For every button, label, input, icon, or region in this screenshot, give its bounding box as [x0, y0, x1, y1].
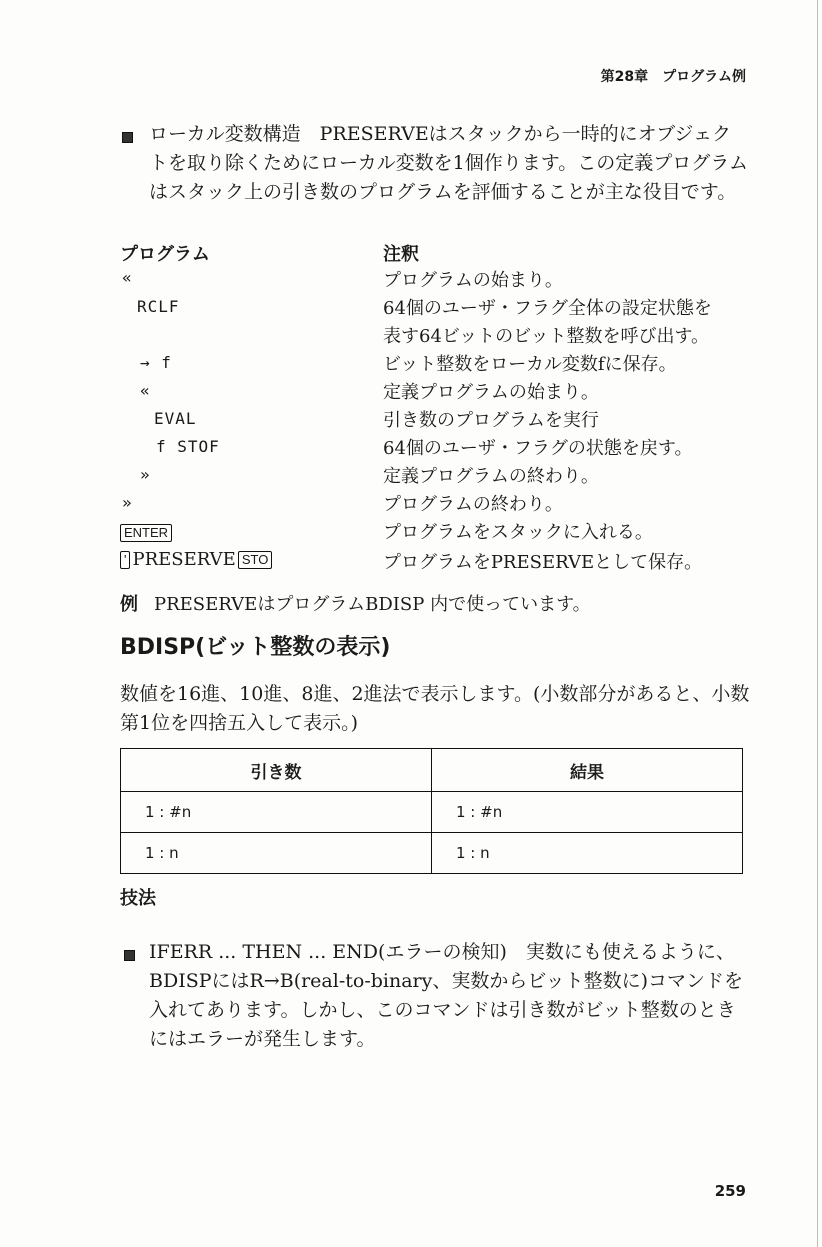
listing-note: 定義プログラムの終わり。: [383, 466, 599, 487]
listing-note: 定義プログラムの始まり。: [383, 382, 599, 403]
listing-code: »: [122, 493, 133, 512]
listing-code: »: [140, 465, 151, 484]
table-cell: 1 : n: [121, 833, 432, 874]
section-description: 数値を16進、10進、8進、2進法で表示します。(小数部分があると、小数第1位を四捨五入して表示。): [120, 683, 750, 734]
listing-code: «: [140, 381, 151, 400]
example-line: [120, 590, 591, 616]
quote-key: ': [120, 551, 130, 569]
table-header-results: 結果: [432, 749, 743, 792]
store-line: [118, 549, 274, 570]
store-note: プログラムをPRESERVEとして保存。: [383, 552, 703, 573]
example-text: PRESERVEはプログラムBDISP 内で使っています。: [154, 594, 591, 615]
table-header-row: [121, 749, 743, 792]
listing-code: EVAL: [154, 409, 197, 428]
running-header: 第28章 プログラム例: [600, 69, 746, 85]
listing-code: «: [122, 268, 133, 287]
listing-note: 引き数のプログラムを実行: [383, 410, 599, 431]
technique-heading: 技法: [120, 888, 156, 909]
enter-key: ENTER: [120, 524, 172, 542]
argument-result-table: [120, 748, 743, 874]
listing-code: f STOF: [156, 437, 220, 456]
enter-note: プログラムをスタックに入れる。: [383, 522, 653, 543]
listing-note: 表す64ビットのビット整数を呼び出す。: [383, 326, 710, 347]
listing-note: 64個のユーザ・フラグの状態を戻す。: [383, 438, 693, 459]
table-header-arguments: 引き数: [121, 749, 432, 792]
intro-paragraph: ローカル変数構造 PRESERVEはスタックから一時的にオブジェクトを取り除くためにローカル変数を1個作ります。この定義プログラムはスタック上の引き数のプログラムを評価することが主な役目です。: [149, 123, 749, 203]
listing-note: プログラムの始まり。: [383, 270, 563, 291]
table-cell: 1 : n: [432, 833, 743, 874]
technique-paragraph: IFERR ... THEN ... END(エラーの検知) 実数にも使えるように、BDISPにはR→B(real-to-binary、実数からビット整数に)コマンドを入れてあります。しかし、このコマンドは引き数がビット整数のときにはエラーが発生します。: [149, 941, 744, 1050]
section-title: BDISP(ビット整数の表示): [120, 635, 391, 660]
listing-code: RCLF: [137, 297, 180, 316]
preserve-name: PRESERVE: [132, 549, 236, 570]
notes-column-heading: 注釈: [383, 244, 419, 265]
program-column-heading: プログラム: [120, 244, 210, 265]
table-row: [121, 833, 743, 874]
table-cell: 1 : #n: [121, 792, 432, 833]
sto-key: STO: [238, 551, 273, 569]
page-number: 259: [714, 1182, 746, 1200]
table-cell: 1 : #n: [432, 792, 743, 833]
bullet-icon: [124, 950, 135, 961]
enter-line: [118, 522, 174, 542]
listing-note: ビット整数をローカル変数fに保存。: [383, 354, 677, 375]
bullet-icon: [122, 132, 133, 143]
page-edge: [817, 0, 818, 1247]
example-label: 例: [120, 594, 138, 615]
listing-note: 64個のユーザ・フラグ全体の設定状態を: [383, 298, 712, 319]
listing-note: プログラムの終わり。: [383, 494, 563, 515]
table-row: [121, 792, 743, 833]
listing-code: → f: [140, 353, 172, 372]
